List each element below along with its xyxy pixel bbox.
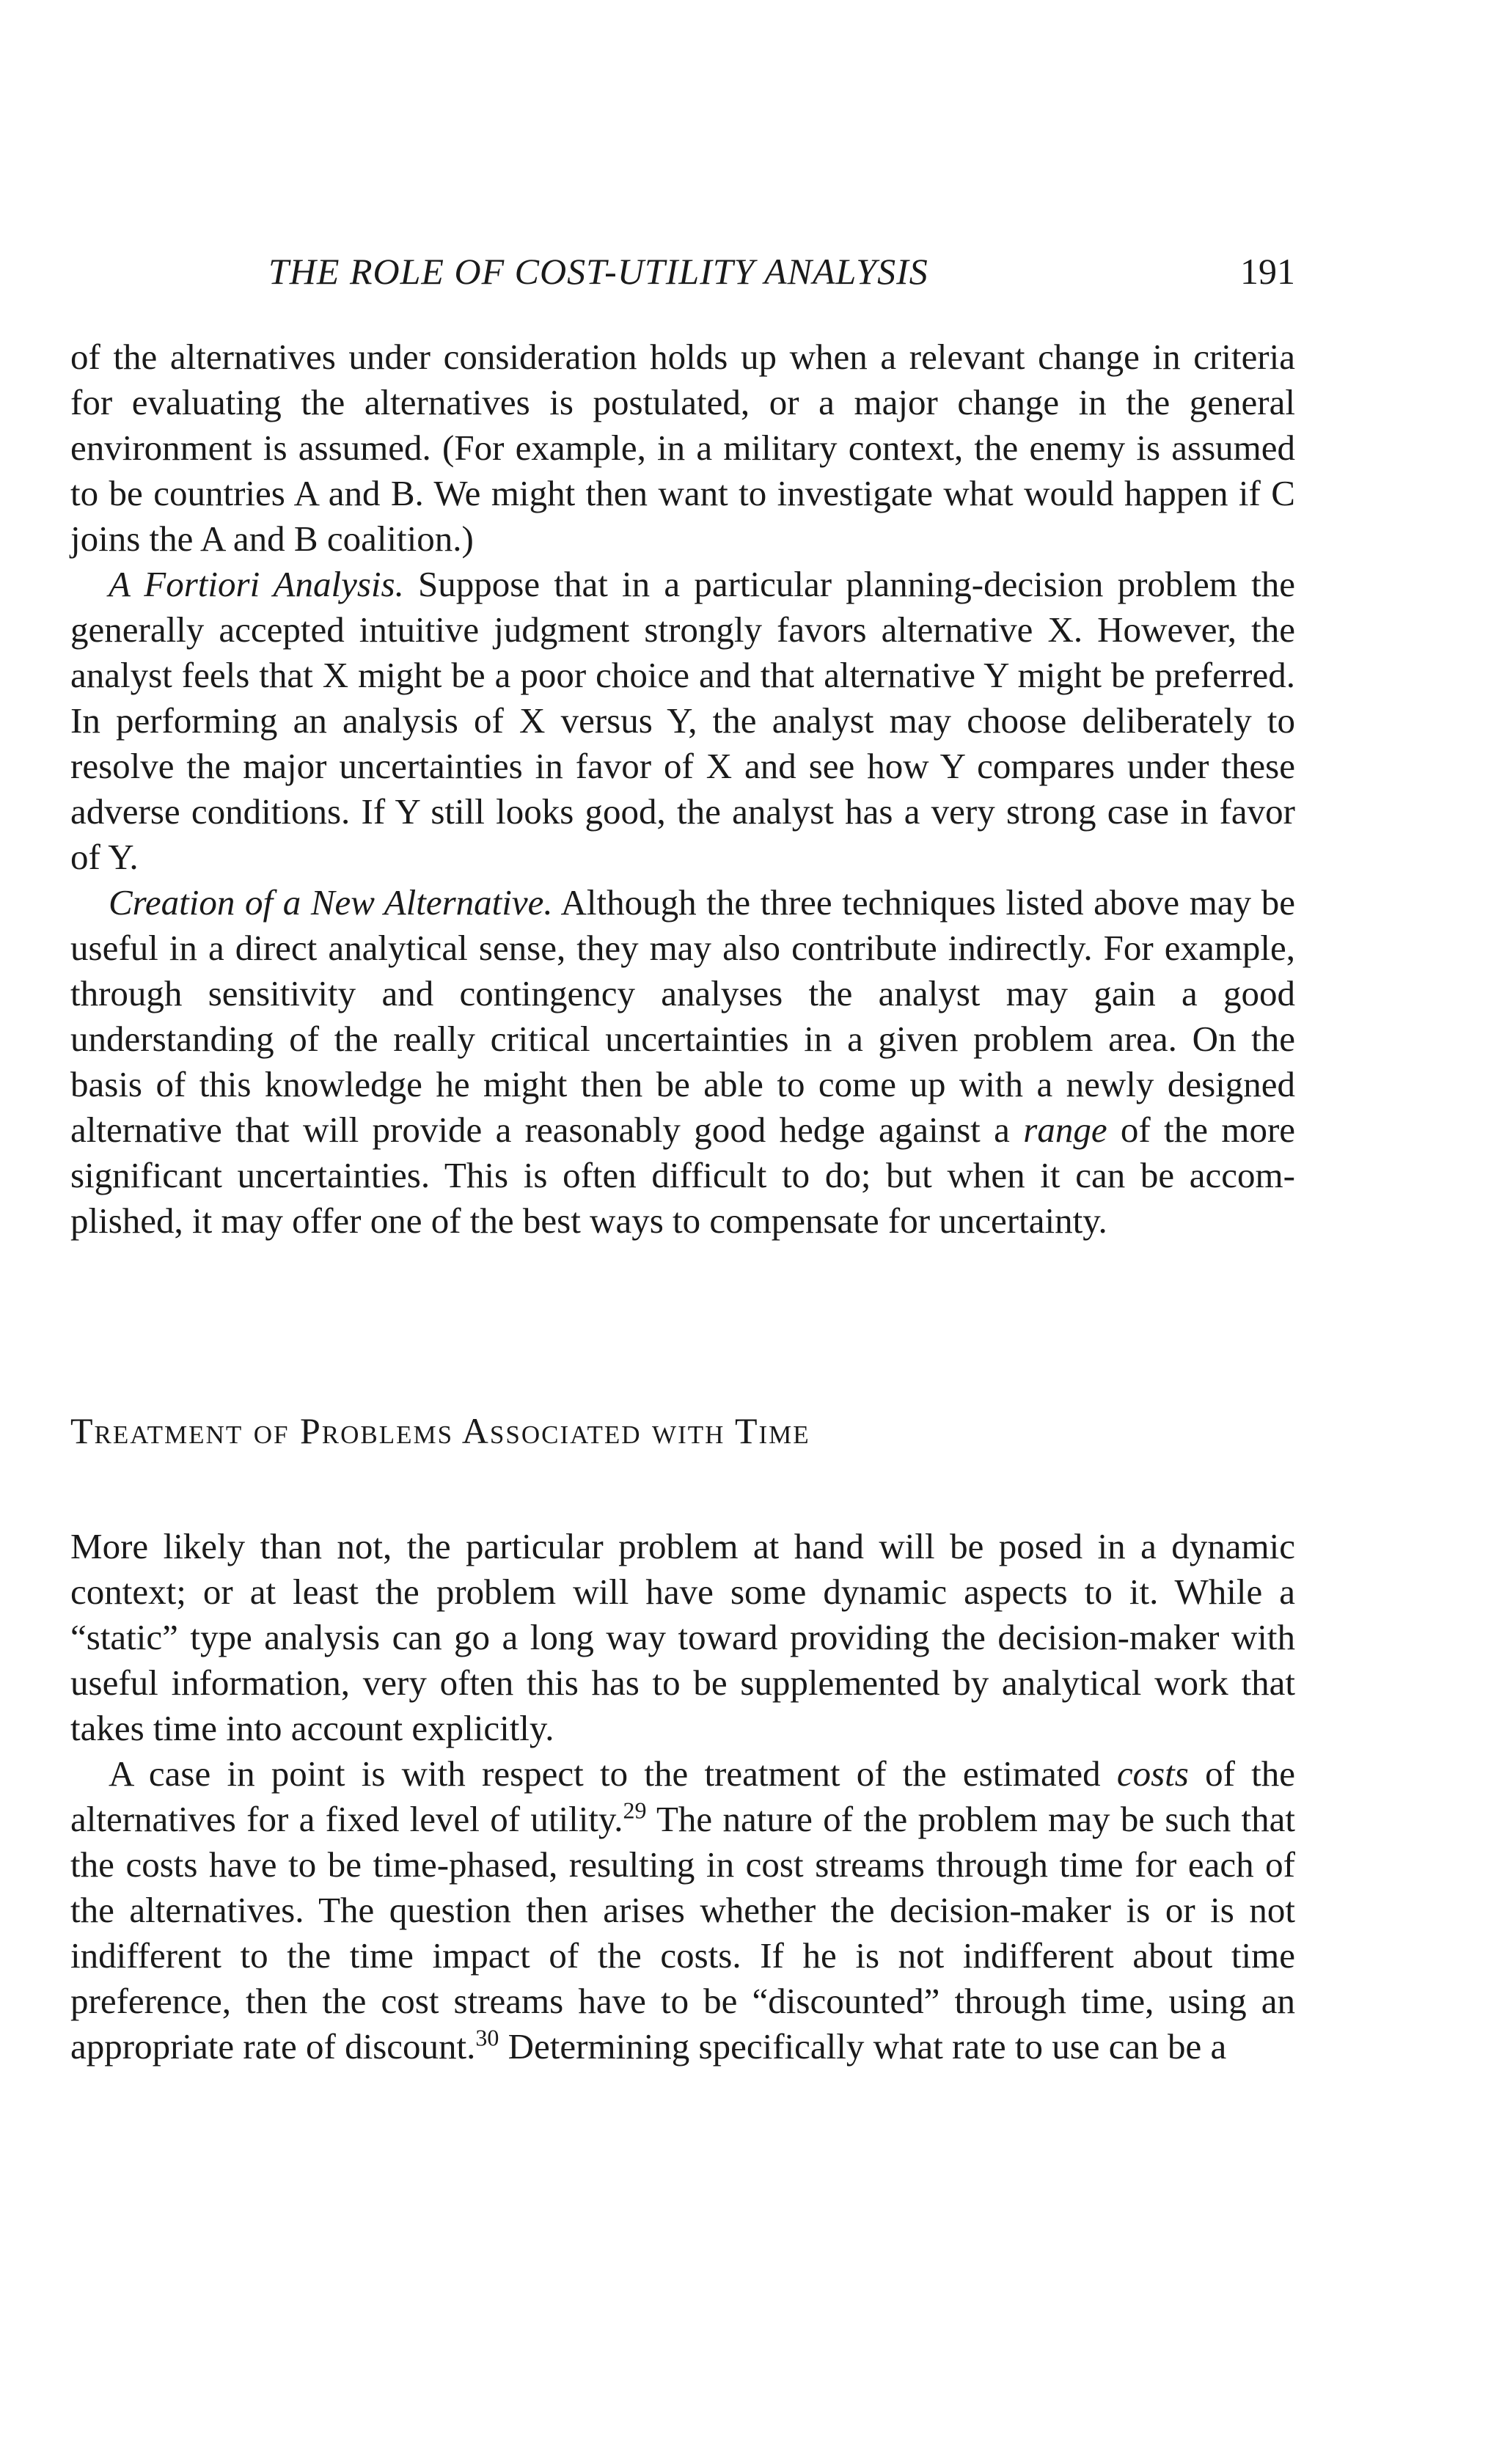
paragraph-text: More likely than not, the particular problem at hand will be posed in a dynamic context; or at least the problem will have some dynamic aspects to it. While a “static” type analysis can go a long way toward providing the decision-maker with useful information, very often this has to be supplemented by analytical work that takes time into account explicitly. (70, 1526, 1295, 1748)
paragraph-new-alternative (70, 880, 1295, 1244)
emphasis-range: range (1023, 1110, 1107, 1150)
paragraph-text: of the more significant uncertainties. This is often difficult to do; but when it can be accomplished, it may offer one of the best ways to compensate for uncertainty. (70, 1110, 1296, 1241)
footnote-marker-30[interactable]: 30 (475, 2024, 499, 2051)
page-number: 191 (1240, 251, 1295, 292)
paragraph-text: of the alternatives for a fixed level of utility. (70, 1753, 1295, 1839)
paragraph-text: of the alternatives under consideration holds up when a relevant change in criteria for evaluating the alternatives is postulated, or a major change in the general environment is assumed. (For example, in a military context, the enemy is assumed to be countries A and B. We might then want to investigate what would happen if C joins the A and B coalition.) (70, 337, 1295, 559)
paragraph-text: Although the three techniques listed above may be useful in a direct analytical sense, they may also contribute indirectly. For example, through sensitivity and contingency analyses the analyst may gain a good understanding of the really critical uncertainties in a given problem area. On the basis of this knowledge he might then be able to come up with a newly designed alternative that will provide a reasonably good hedge against a (70, 882, 1296, 1150)
paragraph-lead-new-alternative: Creation of a New Alternative. (109, 882, 553, 923)
paragraph-text: Determining specifically what rate to use can be a (499, 2026, 1227, 2067)
paragraph-continued (70, 334, 1295, 562)
paragraph-lead-a-fortiori: A Fortiori Analysis. (109, 564, 404, 604)
footnote-marker-29[interactable]: 29 (623, 1797, 647, 1824)
paragraph-a-fortiori (70, 562, 1295, 880)
running-head (70, 242, 1295, 301)
paragraph-text: Suppose that in a particular planning-decision problem the generally accepted intuitive judgment strongly favors alternative X. However, the analyst feels that X might be a poor choice and that alternative Y might be preferred. In performing an analysis of X versus Y, the analyst may choose deliberately to resolve the major uncertainties in favor of X and see how Y compares under these adverse conditions. If Y still looks good, the analyst has a very strong case in favor of Y. (70, 564, 1295, 877)
text-block-upper (70, 334, 1295, 1244)
paragraph-dynamic-context (70, 1524, 1295, 1751)
paragraph-costs (70, 1751, 1295, 2069)
paragraph-text: A case in point is with respect to the treatment of the estimated (109, 1753, 1117, 1794)
emphasis-costs: costs (1116, 1753, 1189, 1794)
text-block-lower (70, 1524, 1295, 2069)
section-heading: Treatment of Problems Associated with Time (70, 1410, 810, 1451)
paragraph-text: The nature of the problem may be such that the costs have to be time-phased, resulting in cost streams through time for each of the alternatives. The question then arises whether the decision-maker is or is not indifferent to the time impact of the costs. If he is not indifferent about time preference, then the cost streams have to be “discounted” through time, using an appropriate rate of discount. (70, 1799, 1296, 2067)
running-title: THE ROLE OF COST-UTILITY ANALYSIS (268, 251, 928, 292)
